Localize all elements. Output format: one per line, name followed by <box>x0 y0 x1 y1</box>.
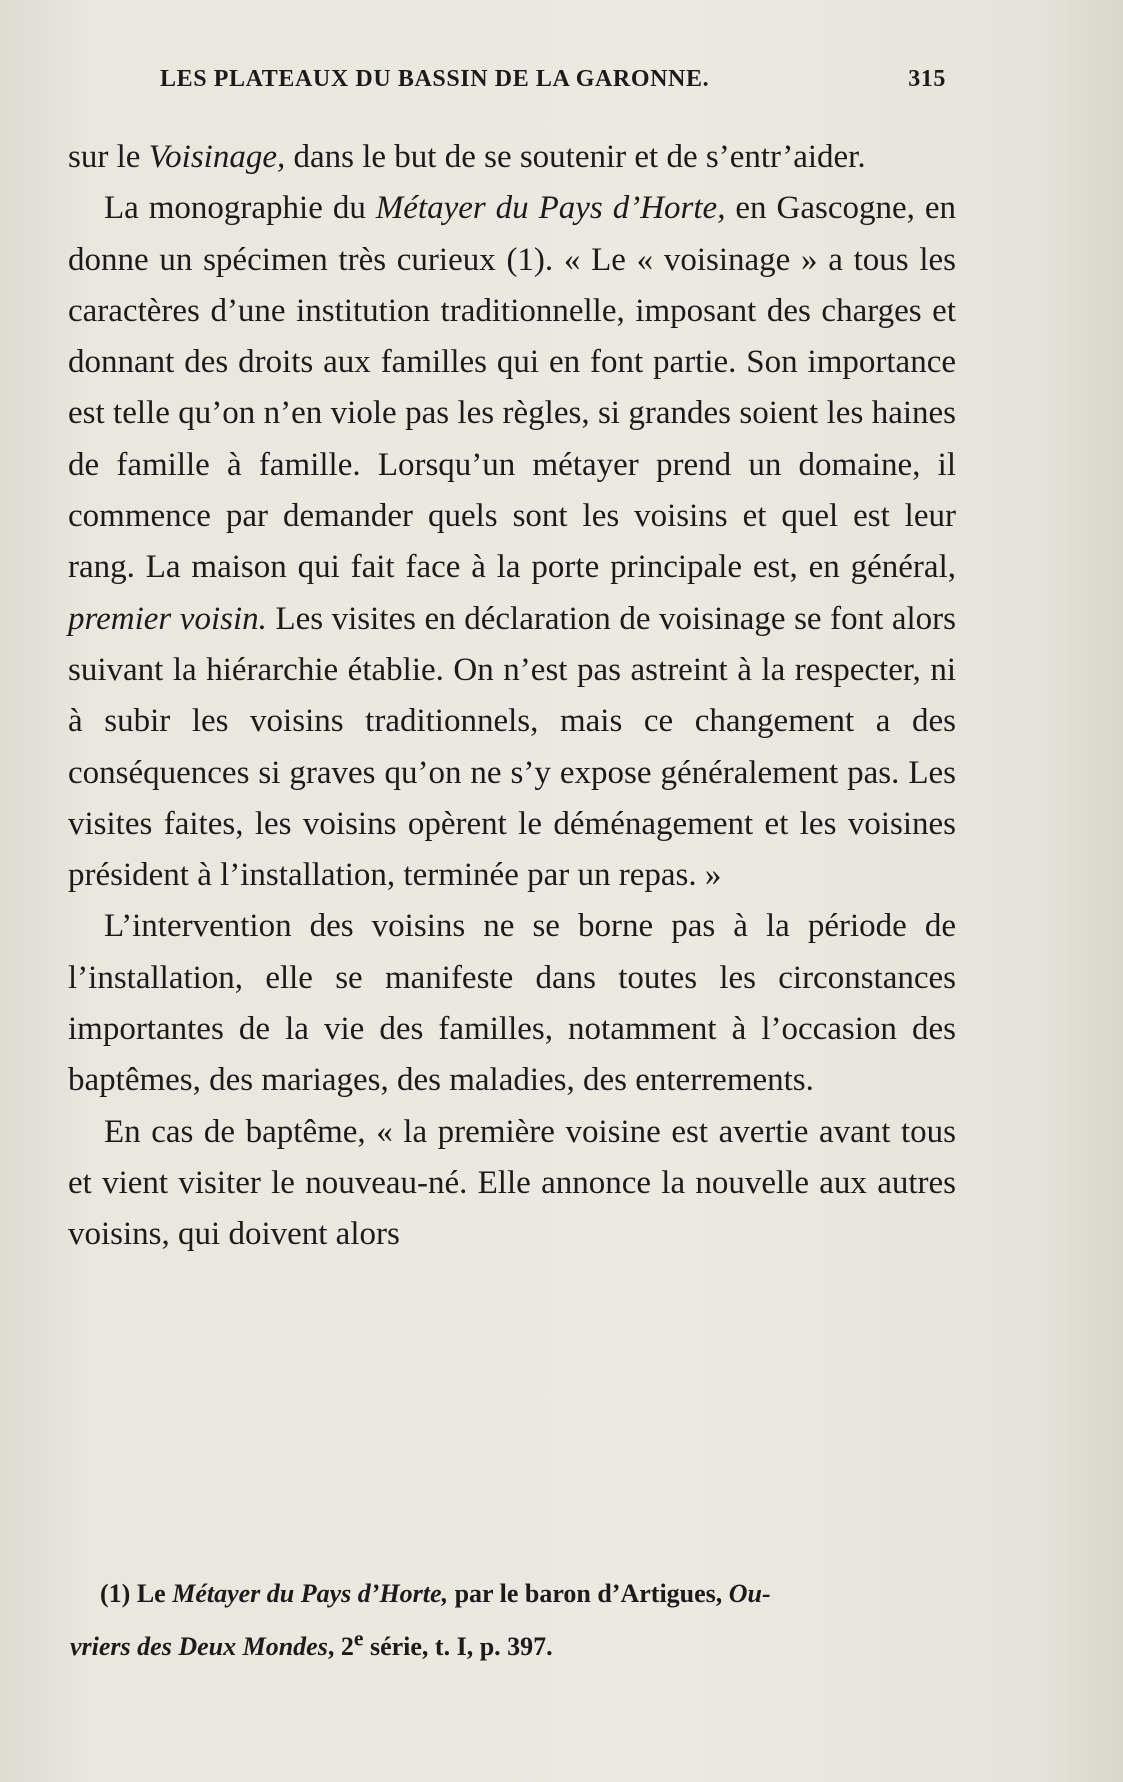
paragraph-2-text-a: La monographie du <box>104 190 376 227</box>
paragraph-1 <box>68 132 956 183</box>
paragraph-4: En cas de baptême, « la première voisine est avertie avant tous et vient visiter le nouveau-né. Elle annonce la nouvelle aux autres voisins, qui doivent alors <box>68 1113 956 1253</box>
footnote-marker: (1) <box>100 1579 131 1608</box>
footnote-text-b: par le baron d’Artigues, <box>448 1579 729 1608</box>
running-header <box>160 66 946 106</box>
paragraph-1-text-a: sur le <box>68 139 149 175</box>
footnote-italic-a: Métayer du Pays d’Horte, <box>172 1579 449 1608</box>
paragraph-2 <box>68 183 956 901</box>
footnote-text-a: Le <box>130 1579 173 1608</box>
paragraph-2-italic-a: Métayer du Pays d’Horte, <box>375 190 726 227</box>
footnote-italic-b2: vriers des Deux Mondes <box>70 1631 328 1661</box>
footnote-text-c: , 2 <box>327 1631 354 1661</box>
paragraph-3: L’intervention des voisins ne se borne pas à la période de l’installation, elle se manifeste dans toutes les circonstances importantes de la vie des familles, notamment à l’occasion des baptêmes, des mariages, des maladies, des enterrements. <box>68 908 956 1099</box>
footnote-line-2 <box>70 1626 553 1661</box>
footnote <box>70 1572 960 1669</box>
footnote-text <box>70 1572 960 1669</box>
paragraph-2-text-c: Les visites en déclaration de voisinage se font alors suivant la hiérarchie établie. On n’est pas astreint à la respecter, ni à subir les voisins traditionnels, mais ce changement a des conséquences si graves qu’on ne s’y expose généralement pas. Les visites faites, les voisins opèrent le déménagement et les voisines président à l’installation, terminée par un repas. » <box>68 600 956 894</box>
page-number: 315 <box>908 66 946 92</box>
running-title: LES PLATEAUX DU BASSIN DE LA GARONNE. <box>160 66 710 92</box>
footnote-superscript: e <box>353 1626 364 1650</box>
paragraph-2-italic-b: premier voisin. <box>68 600 267 637</box>
footnote-text-d: série, t. I, p. 397. <box>363 1631 553 1661</box>
paragraph-1-text-b: dans le but de se soutenir et de s’entr’aider. <box>285 139 866 175</box>
footnote-italic-b1: Ou- <box>728 1579 771 1608</box>
paragraph-1-italic-a: Voisinage, <box>148 139 286 175</box>
paragraph-2-text-b: en Gascogne, en donne un spécimen très curieux (1). « Le « voisinage » a tous les caractères d’une institution traditionnelle, imposant des charges et donnant des droits aux familles qui en font partie. Son importance est telle qu’on n’en viole pas les règles, si grandes soient les haines de famille à famille. Lorsqu’un métayer prend un domaine, il commence par demander quels sont les voisins et quel est leur rang. La maison qui fait face à la porte principale est, en général, <box>68 190 956 586</box>
body-text <box>68 132 956 1261</box>
